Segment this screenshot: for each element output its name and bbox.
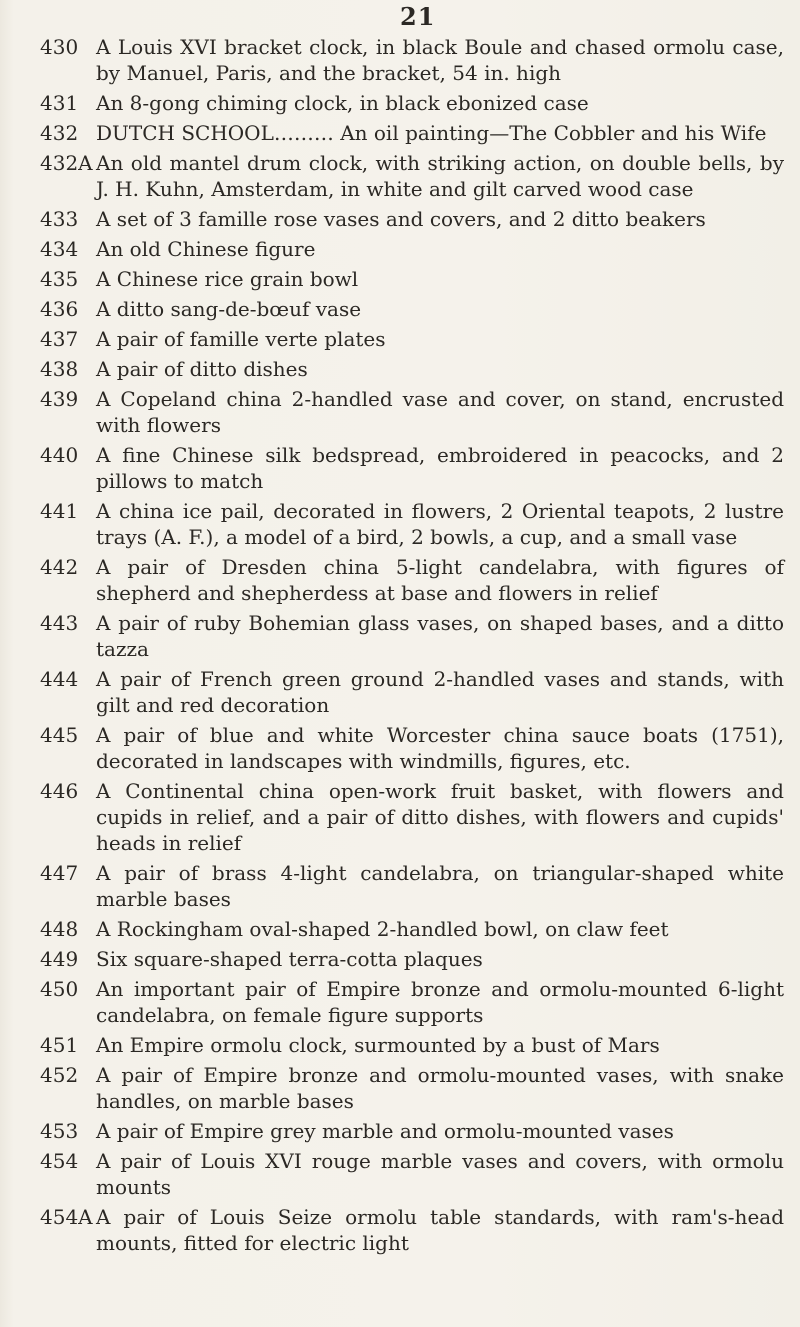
lot-entry: [40, 778, 790, 856]
lot-entry: [40, 946, 790, 972]
lot-number: 440: [40, 443, 79, 467]
lot-entry: [40, 326, 790, 352]
lot-number: 454: [40, 1149, 79, 1173]
lot-description: A ditto sang-de-bœuf vase: [96, 297, 362, 321]
lot-number: 446: [40, 779, 79, 803]
lot-entry: [40, 120, 790, 146]
lot-entry: [40, 610, 790, 662]
lot-number: 433: [40, 207, 79, 231]
lot-description: An important pair of Empire bronze and ormolu-mounted 6-light candelabra, on female figure supports: [96, 977, 784, 1027]
lot-entry: [40, 722, 790, 774]
lot-number: 432A: [40, 151, 93, 175]
lot-number: 430: [40, 35, 79, 59]
lot-number: 435: [40, 267, 79, 291]
lot-number: 452: [40, 1063, 79, 1087]
lot-description: A pair of famille verte plates: [96, 327, 386, 351]
lot-entry: [40, 442, 790, 494]
lot-number: 453: [40, 1119, 79, 1143]
lot-entry: [40, 860, 790, 912]
lot-description: An old mantel drum clock, with striking action, on double bells, by J. H. Kuhn, Amsterdam, in white and gilt carved wood case: [96, 151, 784, 201]
lot-description: A pair of Dresden china 5-light candelabra, with figures of shepherd and shepherdess at base and flowers in relief: [96, 555, 784, 605]
lot-description: A china ice pail, decorated in flowers, 2 Oriental teapots, 2 lustre trays (A. F.), a model of a bird, 2 bowls, a cup, and a small vase: [96, 499, 784, 549]
lot-number: 439: [40, 387, 79, 411]
lot-number: 444: [40, 667, 79, 691]
lot-entry: [40, 296, 790, 322]
lot-entry: [40, 386, 790, 438]
lot-description: A Continental china open-work fruit basket, with flowers and cupids in relief, and a pair of ditto dishes, with flowers and cupids' heads in relief: [96, 779, 784, 855]
lot-number: 436: [40, 297, 79, 321]
lot-entry: [40, 150, 790, 202]
lot-description: A pair of Empire grey marble and ormolu-mounted vases: [96, 1119, 674, 1143]
lot-number: 454A: [40, 1205, 93, 1229]
lot-number: 445: [40, 723, 79, 747]
lot-description: A pair of ditto dishes: [96, 357, 308, 381]
lot-entry: [40, 1148, 790, 1200]
lot-entry: [40, 1062, 790, 1114]
lot-description: A Chinese rice grain bowl: [96, 267, 359, 291]
lot-description: An old Chinese figure: [96, 237, 316, 261]
lot-description: A pair of blue and white Worcester china sauce boats (1751), decorated in landscapes with windmills, figures, etc.: [96, 723, 784, 773]
lot-list: [40, 34, 790, 1260]
lot-number: 434: [40, 237, 79, 261]
lot-number: 451: [40, 1033, 79, 1057]
lot-description: A Rockingham oval-shaped 2-handled bowl, on claw feet: [96, 917, 669, 941]
lot-number: 448: [40, 917, 79, 941]
lot-description: An 8-gong chiming clock, in black ebonized case: [96, 91, 589, 115]
lot-entry: [40, 34, 790, 86]
lot-description: A pair of Louis Seize ormolu table standards, with ram's-head mounts, fitted for electric light: [96, 1205, 784, 1255]
lot-entry: [40, 356, 790, 382]
lot-entry: [40, 1118, 790, 1144]
lot-entry: [40, 90, 790, 116]
lot-entry: [40, 554, 790, 606]
lot-description: A set of 3 famille rose vases and covers, and 2 ditto beakers: [96, 207, 706, 231]
lot-description: A pair of Empire bronze and ormolu-mounted vases, with snake handles, on marble bases: [96, 1063, 784, 1113]
lot-number: 442: [40, 555, 79, 579]
lot-entry: [40, 206, 790, 232]
lot-description: DUTCH SCHOOL……… An oil painting—The Cobbler and his Wife: [96, 121, 767, 145]
lot-number: 432: [40, 121, 79, 145]
lot-entry: [40, 666, 790, 718]
lot-number: 449: [40, 947, 79, 971]
lot-entry: [40, 266, 790, 292]
lot-number: 438: [40, 357, 79, 381]
lot-description: An Empire ormolu clock, surmounted by a bust of Mars: [96, 1033, 660, 1057]
lot-entry: [40, 916, 790, 942]
lot-entry: [40, 1204, 790, 1256]
page-number: 21: [400, 2, 436, 31]
lot-description: A pair of Louis XVI rouge marble vases and covers, with ormolu mounts: [96, 1149, 784, 1199]
lot-number: 441: [40, 499, 79, 523]
lot-number: 450: [40, 977, 79, 1001]
lot-number: 437: [40, 327, 79, 351]
lot-entry: [40, 498, 790, 550]
lot-number: 431: [40, 91, 79, 115]
lot-description: A pair of ruby Bohemian glass vases, on shaped bases, and a ditto tazza: [96, 611, 784, 661]
lot-number: 447: [40, 861, 79, 885]
lot-number: 443: [40, 611, 79, 635]
lot-description: A Copeland china 2-handled vase and cover, on stand, encrusted with flowers: [96, 387, 784, 437]
lot-description: A pair of French green ground 2-handled vases and stands, with gilt and red decoration: [96, 667, 784, 717]
lot-description: A fine Chinese silk bedspread, embroidered in peacocks, and 2 pillows to match: [96, 443, 784, 493]
lot-entry: [40, 976, 790, 1028]
lot-description: A Louis XVI bracket clock, in black Boule and chased ormolu case, by Manuel, Paris, and the bracket, 54 in. high: [96, 35, 784, 85]
lot-description: Six square-shaped terra-cotta plaques: [96, 947, 483, 971]
lot-entry: [40, 236, 790, 262]
lot-description: A pair of brass 4-light candelabra, on triangular-shaped white marble bases: [96, 861, 784, 911]
lot-entry: [40, 1032, 790, 1058]
